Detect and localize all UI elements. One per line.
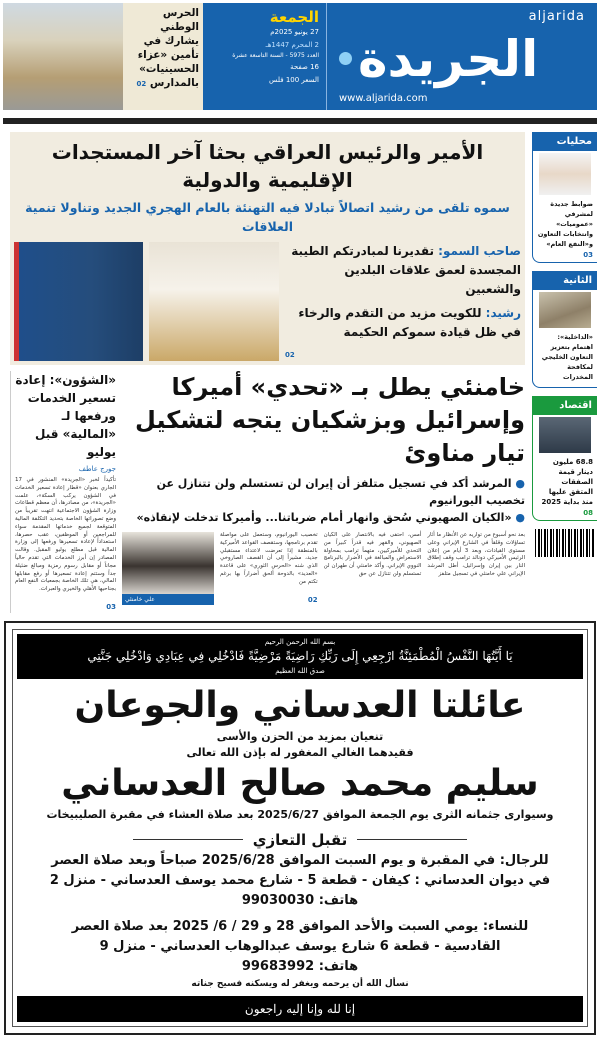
- page-ref[interactable]: 03: [106, 602, 116, 611]
- lead-headline: الأمير والرئيس العراقي بحثا آخر المستجدات الإقليمية والدولية: [51, 140, 484, 192]
- website-link[interactable]: www.aljarida.com: [339, 93, 428, 104]
- issue-number: العدد 5975 - السنة التاسعة عشرة: [232, 52, 319, 59]
- body-column: تخصيب اليورانيوم، وستعمل على مواصلة تقدم برنامجها، وستقصف القواعد الأميركية بالمنطقة إذا تعرضت لاعتداء مستقبلي جديد، مشيراً إلى أن القصف الصاروخي الذي شنه «الحرس الثوري» على قاعدة «العديد» بالدوحة ألحق أضراراً بها برغم تكتم من: [219, 532, 318, 585]
- lead-subhead: سموه تلقى من رشيد اتصالاً تبادلا فيه التهنئة بالعام الهجري الجديد وتناولا تنمية العلاقات: [25, 200, 510, 234]
- masthead-logo[interactable]: [327, 3, 597, 110]
- page-ref[interactable]: 02: [285, 351, 295, 359]
- page-count: 16 صفحة: [290, 63, 319, 71]
- quote-speaker: صاحب السمو:: [438, 244, 521, 258]
- obituary-ad: [4, 621, 596, 1035]
- burial-info: وسيوارى جثمانه الثرى يوم الجمعة الموافق 2025/6/27 بعد صلاة العشاء في مقبرة الصليبيخات: [46, 807, 554, 821]
- page-ref[interactable]: 08: [583, 509, 593, 517]
- lead-quotes: [285, 242, 521, 361]
- logo-arabic: الجريدة: [358, 29, 539, 88]
- sidebar-photo: [539, 417, 591, 453]
- price: السعر 100 فلس: [269, 75, 319, 84]
- photo-caption: علي خامنئي: [122, 594, 214, 605]
- teaser-headline: الحرس الوطني يشارك في تأمين «عزاء الحسينيات» بالمدارس: [137, 7, 199, 89]
- sidebar-text: ضوابط جديدة لمشرفي «عموميات» وانتخابات التعاون و«النفع العام»: [537, 200, 593, 248]
- date-hijri: 2 المحرم 1447هـ: [265, 40, 319, 49]
- emir-photo: [149, 242, 279, 361]
- body-text: تأكيداً لخبر «الجريدة» المنشور في 17 الجاري بعنوان «قطار إعادة تسعير الخدمات في الشؤون يركب السكة»، علمت «الجريدة»، من مصادرها، أن معظم قطاعات وزارة الشؤون الاجتماعية انتهت تقريباً من وضع تصوراتها الخاصة بتحديد التكلفة المالية المتوقعة لجميع خدماتها المقدمة سواء للمراجعين أو الموظفين، عقب حصرها، استعداداً لإعادة تسعيرها ورفعها إلى وزارة المالية قبل مطلع يوليو المقبل. وقالت المصادر إن أبرز الخدمات التي تقدم حالياً مجاناً أو مقابل رسوم رمزية ومبالغ ضئيلة جداً وستتم إعادة تسعيرها أو رفع مقابلها المالي، هي تلك الخاصة بجمعيات النفع العام بجناحيها الأهلي والخيري والعبرات.: [15, 477, 116, 593]
- teaser[interactable]: [123, 3, 203, 110]
- right-headline: «الشؤون»: إعادة تسعير الخدمات ورفعها لـ «المالية» قبل يوليو: [15, 373, 116, 459]
- khamenei-photo: [122, 532, 214, 594]
- iraqi-president-photo: [14, 242, 143, 361]
- right-column-story[interactable]: [10, 371, 116, 613]
- sidebar-photo: [539, 153, 591, 195]
- body-column: أمس، احتفى فيه بالانتصار على الكيان الصهيوني، والقهر فيه قدراً كبيراً من التحدي للأميركيين، متهماً ترامب بمحاولة الاستعراض والمبالغة في الأضرار بالبرنامج النووي الإيراني. وأكد خامنئي أن طهران لن تستسلم ولن تتنازل عن حق: [323, 532, 422, 577]
- mourn-line: تنعيان بمزيد من الحزن والأسى: [216, 729, 384, 743]
- quran-verse-banner: [17, 634, 583, 679]
- quote-speaker: رشيد:: [485, 306, 521, 320]
- section-label: اقتصاد: [533, 396, 597, 415]
- sidebar-item-economy[interactable]: [532, 396, 597, 521]
- sidebar: [532, 132, 597, 557]
- masthead: [3, 3, 597, 113]
- prayer: نسأل الله أن يرحمه ويغفر له ويسكنه فسيح جناته: [191, 978, 409, 989]
- section-label: محليات: [533, 132, 597, 151]
- date-gregorian: 27 يونيو 2025م: [270, 28, 319, 36]
- lead-story[interactable]: [10, 132, 525, 365]
- day: الجمعة: [269, 8, 319, 26]
- bullet: ● المرشد أكد في تسجيل متلفز أن إيران لن تستسلم ولن تتنازل عن تخصيب اليورانيوم: [156, 477, 525, 507]
- author: جورج عاطف: [78, 465, 116, 473]
- sidebar-item-local[interactable]: [532, 132, 597, 263]
- page-ref[interactable]: 02: [307, 595, 318, 604]
- families: عائلتا العدساني والجوعان: [74, 684, 526, 726]
- men-condolence: للرجال: في المقبرة و يوم السبت الموافق 2025/6/28 صباحاً وبعد صلاة العصر في ديوان العدساني : كيفان - قطعة 5 - شارع محمد يوسف العدساني - منزل 2 هاتف: 99030030: [49, 852, 551, 908]
- sidebar-text: «الداخلية»: اهتمام بتعزيز التعاون الخليجي لمكافحة المخدرات: [541, 333, 593, 381]
- basmala: بسم الله الرحمن الرحيم: [264, 637, 336, 646]
- page-ref[interactable]: 03: [583, 251, 593, 259]
- body-column: بعد نحو أسبوع من تواريه عن الأنظار ما أثار تساؤلات وقلقاً في الشارع الإيراني وعلى مستوى القيادات، وبعد 3 أيام من إعلان الرئيس الأميركي دونالد ترامب وقف إطلاق النار بين إيران وإسرائيل، أطل المرشد الإيراني علي خامنئي في تسجيل متلفز: [427, 532, 525, 577]
- quote-text: للكويت مزيد من التقدم والرخاء في ظل قيادة سموكم الحكيمة: [298, 306, 521, 339]
- footer-verse: إنا لله وإنا إليه راجعون: [17, 996, 583, 1022]
- sadaqa: صدق الله العظيم: [275, 666, 325, 675]
- sidebar-photo: [539, 292, 591, 328]
- verse: يَا أَيَّتُهَا النَّفْسُ الْمُطْمَئِنَّةُ ارْجِعِي إِلَى رَبِّكِ رَاضِيَةً مَرْضِيَّةً فَادْخُلِي فِي عِبَادِي وَادْخُلِي جَنَّتِي: [87, 648, 513, 663]
- deceased-name: سليم محمد صالح العدساني: [61, 762, 539, 804]
- section-label: الثانية: [533, 271, 597, 290]
- page-ref[interactable]: 02: [136, 80, 147, 88]
- logo-latin: aljarida: [528, 9, 585, 24]
- barcode: [535, 529, 594, 557]
- bullet: ● «الكيان الصهيوني سُحق وانهار أمام ضرباتنا... وأميركا تدخلت لإنقاذه»: [136, 511, 525, 524]
- women-condolence: للنساء: يومي السبت والأحد الموافق 28 و 29 / 6/ 2025 بعد صلاة العصر القادسية - قطعة 6 شارع يوسف عبدالوهاب العدساني - منزل 9 هاتف: 99683992: [71, 918, 529, 974]
- mourn-line: فقيدهما الغالي المغفور له بإذن الله تعالى: [186, 745, 414, 759]
- second-headline: خامنئي يطل بـ «تحدي» أميركا وإسرائيل وبزشكيان يتجه لتشكيل تيار مناوئ: [135, 373, 525, 467]
- sidebar-text: 68.8 مليون دينار قيمة الصفقات المتفق عليها منذ بداية 2025: [541, 458, 593, 506]
- quote-text: تقديرنا لمبادرتكم الطيبة المجسدة لعمق علاقات البلدين والشعبين: [291, 244, 521, 296]
- divider: [3, 118, 597, 124]
- issue-info: [203, 3, 327, 110]
- teaser-photo: [3, 3, 123, 110]
- logo-dot: [339, 52, 352, 65]
- second-story[interactable]: [122, 371, 525, 606]
- condolence-heading: تقبل التعازي: [17, 829, 583, 851]
- sidebar-item-second[interactable]: [532, 271, 597, 388]
